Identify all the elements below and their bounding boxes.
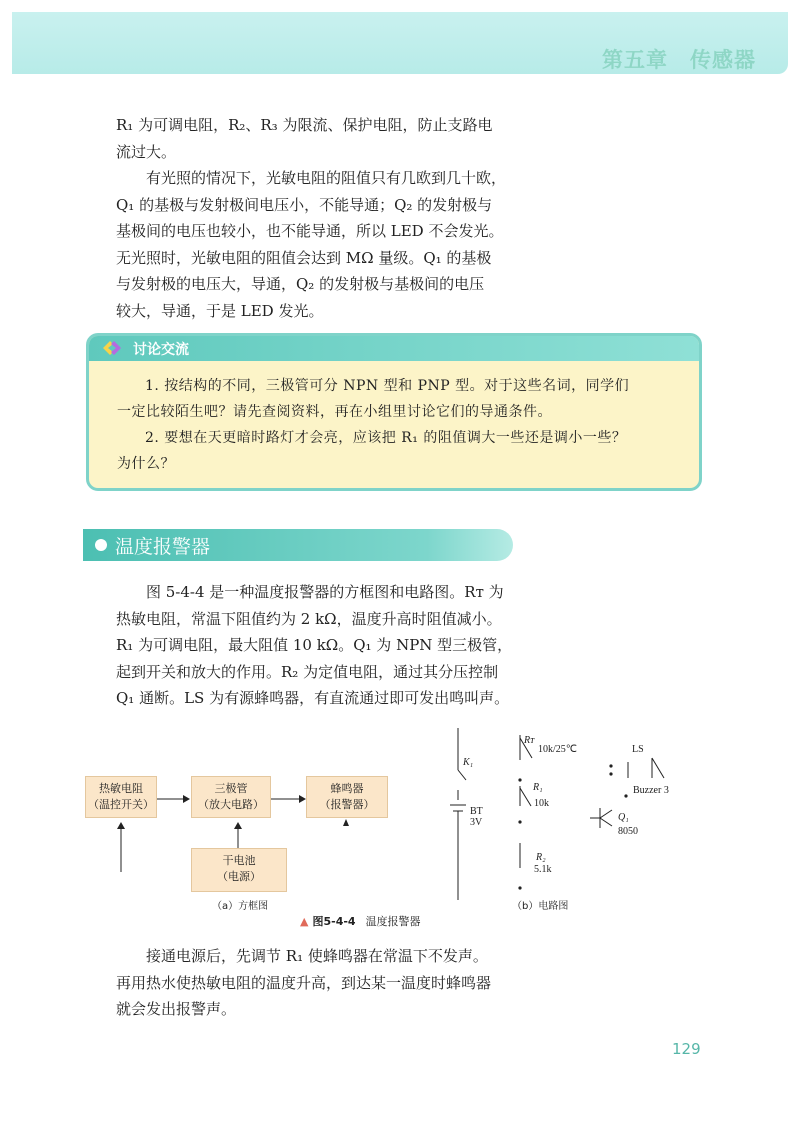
text-line: Q₁ 通断。LS 为有源蜂鸣器，有直流通过即可发出鸣叫声。: [116, 689, 510, 707]
text-line: R₁ 为可调电阻，R₂、R₃ 为限流、保护电阻，防止支路电: [116, 116, 493, 134]
text-line: 1. 按结构的不同，三极管可分 NPN 型和 PNP 型。对于这些名词，同学们: [145, 378, 630, 394]
text-line: 起到开关和放大的作用。R₂ 为定值电阻，通过其分压控制: [116, 662, 499, 681]
label-r2-value: 5.1k: [534, 864, 552, 875]
page-number: 129: [672, 1040, 701, 1058]
discussion-title: 讨论交流: [133, 342, 189, 358]
paragraph-4: [116, 943, 526, 1023]
text-line: 一定比较陌生吧？请先查阅资料，再在小组里讨论它们的导通条件。: [117, 404, 552, 420]
figure-title: 温度报警器: [365, 915, 421, 928]
circuit-caption: （b）电路图: [512, 901, 569, 912]
label-r2: R₂: [536, 852, 546, 863]
label-ls: LS: [632, 744, 644, 755]
text-line: 接通电源后，先调节 R₁ 使蜂鸣器在常温下不发声。: [146, 947, 488, 965]
label-r1: R₁: [533, 782, 543, 793]
chapter-number: 第五章: [602, 48, 668, 72]
figure-number: 图5-4-4: [312, 915, 356, 928]
block-diagram-caption: （a）方框图: [212, 901, 269, 912]
text-line: 基极间的电压也较小，也不能导通，所以 LED 不会发光。: [116, 222, 504, 240]
block-battery: 干电池 （电源）: [191, 848, 287, 892]
text-line: 热敏电阻，常温下阻值约为 2 kΩ，温度升高时阻值减小。: [116, 609, 502, 628]
text-line: 就会发出报警声。: [116, 1000, 237, 1018]
chapter-title: 传感器: [690, 48, 756, 72]
text-line: 较大，导通，于是 LED 发光。: [116, 301, 324, 320]
block-thermistor: 热敏电阻 （温控开关）: [85, 776, 157, 818]
label-rt-value: 10k/25℃: [538, 744, 578, 755]
text-line: Q₁ 的基极与发射极间电压小，不能导通；Q₂ 的发射极与: [116, 195, 493, 214]
text-line: 与发射极的电压大，导通，Q₂ 的发射极与基极间的电压: [116, 275, 485, 293]
label-r1-value: 10k: [534, 798, 549, 809]
block-transistor: 三极管 （放大电路）: [191, 776, 271, 818]
text-line: 图 5-4-4 是一种温度报警器的方框图和电路图。Rᴛ 为: [146, 583, 504, 601]
block-buzzer: 蜂鸣器 （报警器）: [306, 776, 388, 818]
label-bt: BT: [470, 806, 483, 817]
text-line: 2. 要想在天更暗时路灯才会亮，应该把 R₁ 的阻值调大一些还是调小一些？: [145, 430, 627, 446]
label-bt-value: 3V: [470, 817, 483, 828]
text-line: R₁ 为可调电阻，最大阻值 10 kΩ。Q₁ 为 NPN 型三极管，: [116, 636, 513, 654]
text-line: 流过大。: [116, 142, 177, 161]
text-line: 再用热水使热敏电阻的温度升高，到达某一温度时蜂鸣器: [116, 973, 492, 992]
text-line: 无光照时，光敏电阻的阻值会达到 MΩ 量级。Q₁ 的基极: [116, 248, 492, 267]
triangle-icon: ▲: [300, 915, 309, 928]
figure-caption: [300, 913, 421, 929]
label-k1: K₁: [463, 757, 474, 768]
label-q1: Q₁: [618, 812, 629, 823]
label-rt: Rᴛ: [524, 735, 534, 746]
label-buzzer: Buzzer 3: [633, 785, 669, 796]
text-line: 有光照的情况下，光敏电阻的阻值只有几欧到几十欧，: [146, 169, 507, 187]
text-line: 为什么？: [117, 456, 175, 472]
label-q1-value: 8050: [618, 826, 638, 837]
section-title: 温度报警器: [115, 536, 211, 558]
